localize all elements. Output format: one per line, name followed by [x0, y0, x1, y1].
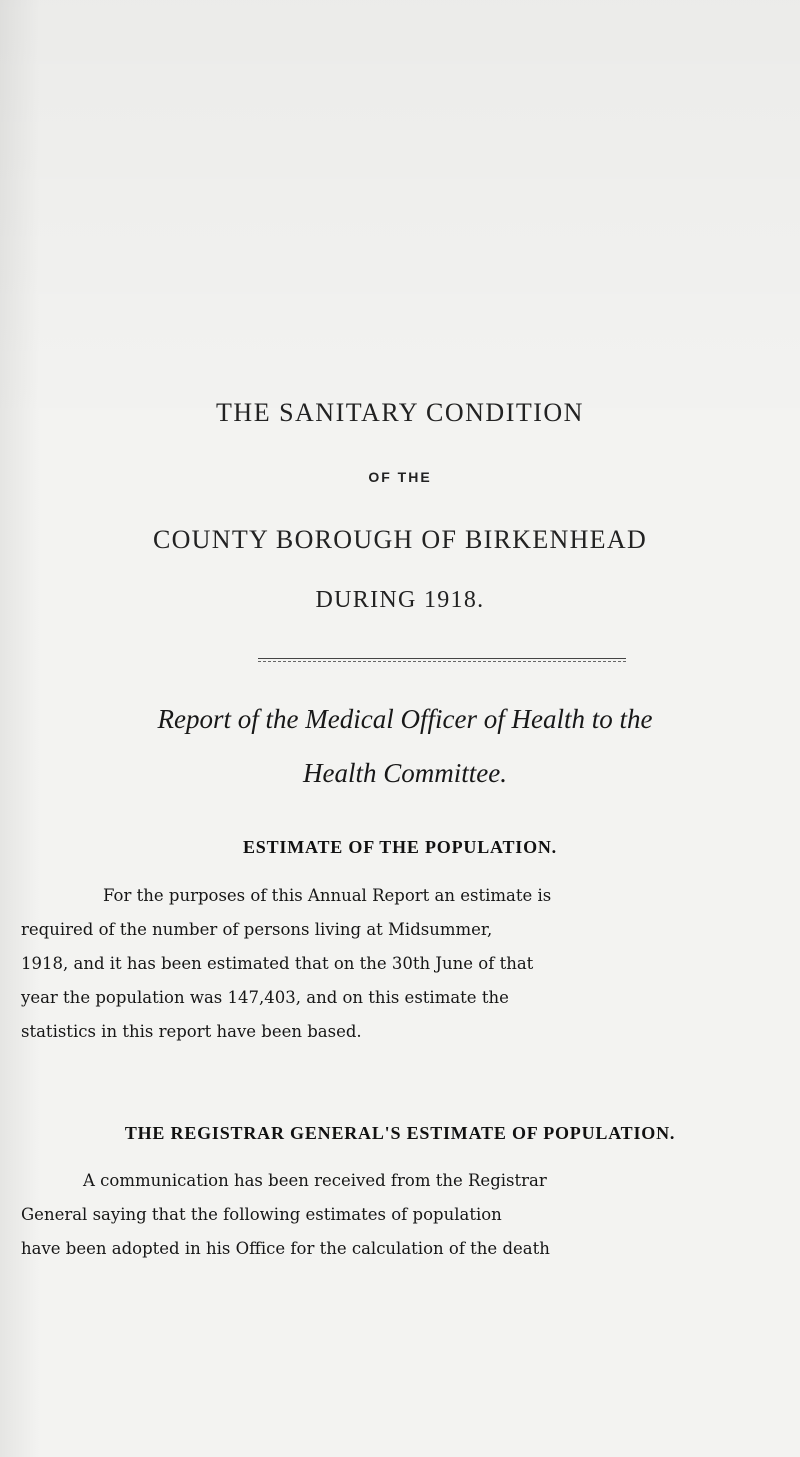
title-divider	[258, 658, 626, 659]
report-title-line-4: DURING 1918.	[315, 587, 485, 613]
report-title-line-2: OF THE	[368, 469, 432, 485]
report-subtitle-line-2: Health Committee.	[303, 758, 507, 788]
paragraph-line: statistics in this report have been based.	[21, 1022, 362, 1041]
report-title-line-1: THE SANITARY CONDITION	[216, 398, 584, 427]
paragraph-line: 1918, and it has been estimated that on the 30th June of that	[21, 954, 534, 973]
report-title-line-3: COUNTY BOROUGH OF BIRKENHEAD	[152, 525, 648, 554]
title-divider-secondary	[258, 661, 626, 662]
paragraph-line: General saying that the following estimates of population	[21, 1205, 502, 1224]
section-heading-registrar-estimate: THE REGISTRAR GENERAL'S ESTIMATE OF POPULATION.	[124, 1123, 676, 1143]
report-subtitle-line-1: Report of the Medical Officer of Health to the	[157, 704, 653, 734]
paragraph-line: required of the number of persons living at Midsummer,	[21, 920, 493, 939]
section-heading-population-estimate: ESTIMATE OF THE POPULATION.	[243, 837, 557, 857]
section-paragraph-population-estimate	[21, 879, 778, 1049]
paragraph-line: year the population was 147,403, and on this estimate the	[21, 988, 509, 1007]
section-paragraph-registrar-estimate	[21, 1164, 778, 1266]
paragraph-line: For the purposes of this Annual Report an estimate is	[103, 886, 552, 905]
paragraph-line: have been adopted in his Office for the calculation of the death	[21, 1239, 550, 1258]
paragraph-line: A communication has been received from the Registrar	[83, 1171, 547, 1190]
